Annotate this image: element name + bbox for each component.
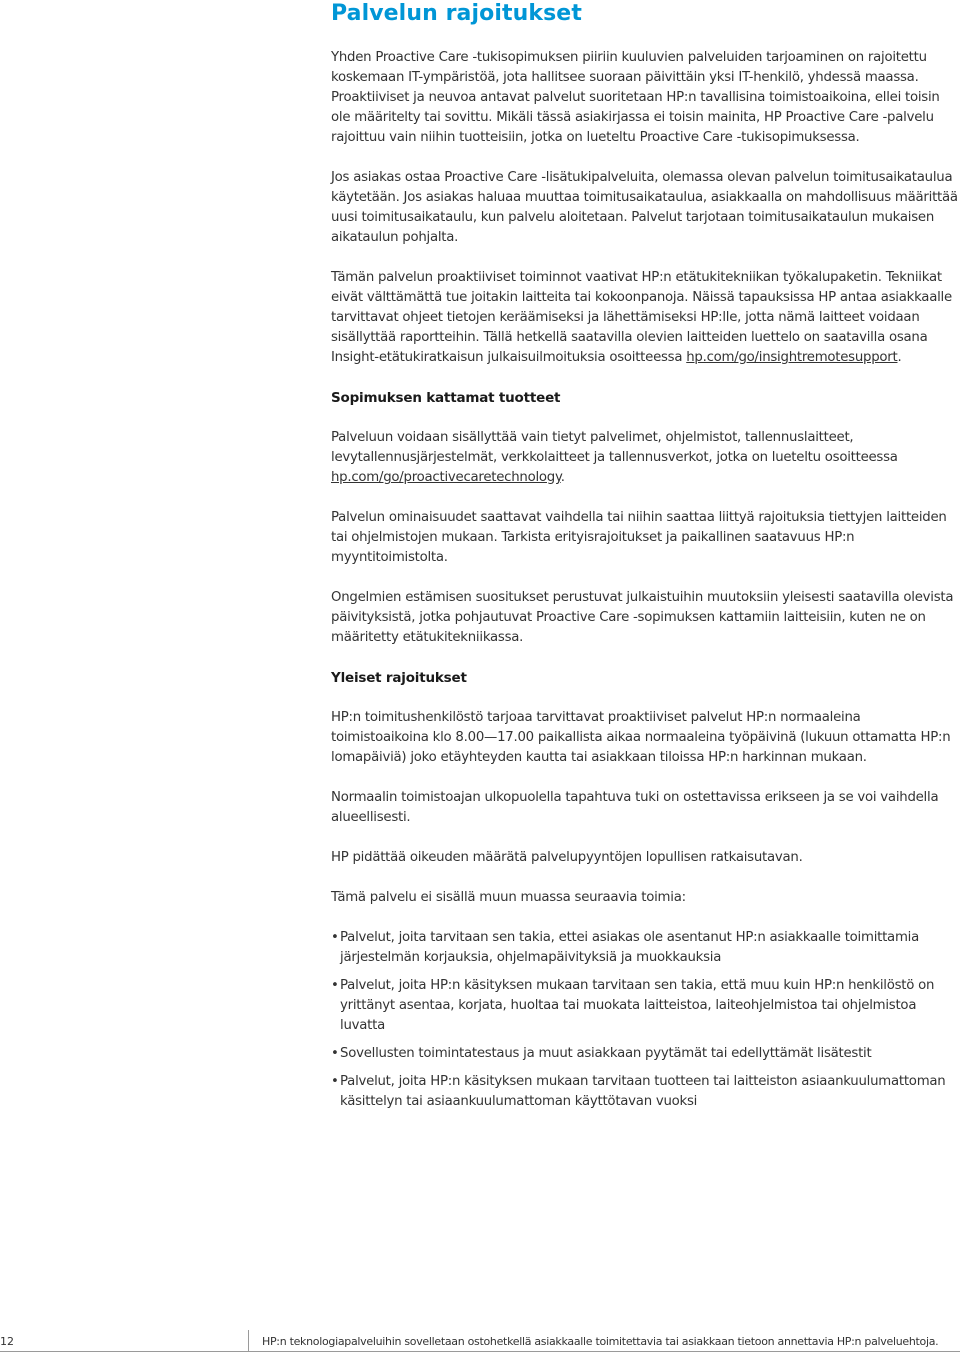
list-item (331, 1044, 960, 1064)
paragraph-remote-support (331, 268, 960, 368)
paragraph-delivery-schedule: Jos asiakas ostaa Proactive Care -lisätukipalveluita, olemassa olevan palvelun toimitusaikataulua käytetään. Jos asiakas haluaa muuttaa toimitusaikataulua, asiakkaalla on mahdollisuus määrittää uusi toimitusaikataulu, kun palvelu aloitetaan. Palvelut tarjotaan toimitusaikataulun mukaisen aikataulun pohjalta. (331, 170, 958, 245)
list-item-text: Sovellusten toimintatestaus ja muut asiakkaan pyytämät tai edellyttämät lisätestit (340, 1046, 872, 1061)
paragraph-after-hours: Normaalin toimistoajan ulkopuolella tapahtuva tuki on ostettavissa erikseen ja se voi vaihdella alueellisesti. (331, 790, 939, 825)
paragraph-service-scope: Yhden Proactive Care -tukisopimuksen piiriin kuuluvien palveluiden tarjoaminen on rajoitettu koskemaan IT-ympäristöä, jota hallitsee suoraan päivittäin yksi IT-henkilö, yhdessä maassa. Proaktiiviset ja neuvoa antavat palvelut suoritetaan HP:n tavallisina toimistoaikoina, ellei toisin ole määritelty tai sovittu. Mikäli tässä asiakirjassa ei toisin mainita, HP Proactive Care -palvelu rajoittuu vain niihin tuotteisiin, jotka on lueteltu Proactive Care -tukisopimuksessa. (331, 50, 940, 145)
paragraph-covered-products (331, 428, 960, 488)
list-item (331, 928, 960, 968)
bullet-icon: • (331, 930, 339, 945)
paragraph-resolution-right: HP pidättää oikeuden määrätä palvelupyyntöjen lopullisen ratkaisutavan. (331, 850, 803, 865)
proactive-care-technology-link[interactable]: hp.com/go/proactivecaretechnology (331, 470, 561, 485)
document-body (331, 48, 960, 1120)
paragraph-office-hours: HP:n toimitushenkilöstö tarjoaa tarvittavat proaktiiviset palvelut HP:n normaaleina toimistoaikoina klo 8.00—17.00 paikallista aikaa normaaleina työpäivinä (lukuun ottamatta HP:n lomapäiviä) joko etäyhteyden kautta tai asiakkaan tiloissa HP:n harkinnan mukaan. (331, 710, 951, 765)
list-item-text: Palvelut, joita tarvitaan sen takia, ettei asiakas ole asentanut HP:n asiakkaalle toimittamia järjestelmän korjauksia, ohjelmapäivityksiä ja muokkauksia (340, 930, 920, 965)
page-title: Palvelun rajoitukset (331, 1, 582, 26)
paragraph-recommendations: Ongelmien estämisen suositukset perustuvat julkaistuihin muutoksiin yleisesti saatavilla olevista päivityksistä, jotka pohjautuvat Proactive Care -sopimuksen kattamiin laitteisiin, kuten ne on määritetty etätukitekniikassa. (331, 590, 954, 645)
remote-support-text: Tämän palvelun proaktiiviset toiminnot vaativat HP:n etätukitekniikan työkalupaketin. Tekniikat eivät välttämättä tue joitakin laitteita tai kokoonpanoja. Näissä tapauksissa HP antaa asiakkaalle tarvittavat ohjeet tietojen keräämiseksi ja lähettämiseksi HP:lle, jotta nämä laitteet voidaan sisällyttää raportteihin. Tällä hetkellä saatavilla olevien laitteiden luettelo on saatavilla osana Insight-etätukiratkaisun julkaisuilmoituksia osoitteessa (331, 270, 952, 365)
bullet-icon: • (331, 1046, 339, 1061)
remote-support-end: . (897, 350, 902, 365)
exclusions-list (331, 928, 960, 1112)
section-heading-general-limitations: Yleiset rajoitukset (331, 670, 467, 686)
paragraph-feature-variation: Palvelun ominaisuudet saattavat vaihdella tai niihin saattaa liittyä rajoituksia tiettyjen laitteiden tai ohjelmistojen mukaan. Tarkista erityisrajoitukset ja paikallinen saatavuus HP:n myyntitoimistolta. (331, 510, 947, 565)
bullet-icon: • (331, 1074, 339, 1089)
footer-separator (248, 1330, 249, 1352)
section-heading-covered-products: Sopimuksen kattamat tuotteet (331, 390, 561, 406)
list-item-text: Palvelut, joita HP:n käsityksen mukaan tarvitaan sen takia, että muu kuin HP:n henkilöstö on yrittänyt asentaa, korjata, huoltaa tai muokata laitteistoa, laiteohjelmistoa tai ohjelmistoa luvatta (340, 978, 935, 1033)
insight-remote-support-link[interactable]: hp.com/go/insightremotesupport (686, 350, 898, 365)
page-number: 12 (0, 1335, 14, 1348)
list-item-text: Palvelut, joita HP:n käsityksen mukaan tarvitaan tuotteen tai laitteiston asiaankuulumattoman käsittelyn tai asiaankuulumattoman käyttötavan vuoksi (340, 1074, 946, 1109)
footer-note: HP:n teknologiapalveluihin sovelletaan ostohetkellä asiakkaalle toimitettavia tai asiakkaan tietoon annettavia HP:n palveluehtoja. (262, 1335, 939, 1348)
list-item (331, 1072, 960, 1112)
paragraph-exclusions-intro: Tämä palvelu ei sisällä muun muassa seuraavia toimia: (331, 890, 686, 905)
covered-products-text: Palveluun voidaan sisällyttää vain tietyt palvelimet, ohjelmistot, tallennuslaitteet, levytallennusjärjestelmät, verkkolaitteet ja tallennusverkot, jotka on lueteltu osoitteessa (331, 430, 898, 465)
list-item (331, 976, 960, 1036)
bullet-icon: • (331, 978, 339, 993)
covered-products-end: . (560, 470, 565, 485)
